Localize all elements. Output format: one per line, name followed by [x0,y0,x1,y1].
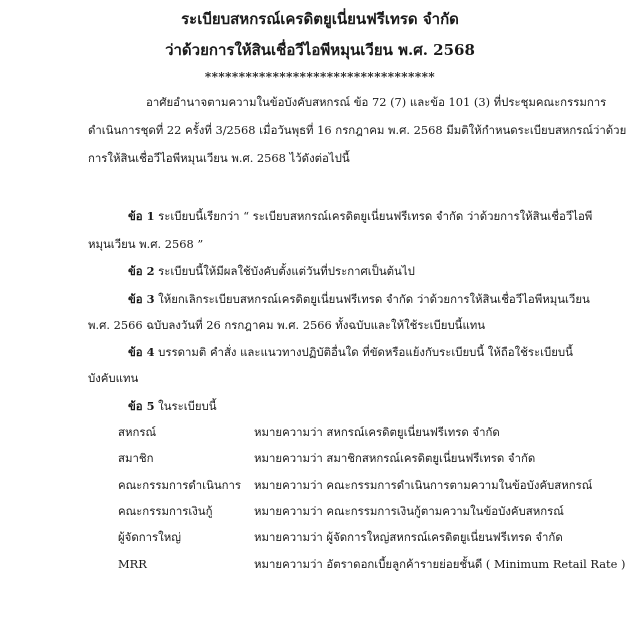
clause-4 [128,344,573,360]
definition-term: สมาชิก [118,451,154,465]
definition-meaning: หมายความว่า ผู้จัดการใหญ่สหกรณ์เครดิตยูเนี่ยนฟรีเทรด จำกัด [254,530,563,544]
clause-4-continuation: บังคับแทน [88,371,139,385]
clause-label: ข้อ 5 [128,399,155,413]
clause-3 [128,291,590,307]
clause-label: ข้อ 4 [128,345,155,359]
preamble-line-1: อาศัยอำนาจตามความในข้อบังคับสหกรณ์ ข้อ 72 (7) และข้อ 101 (3) ที่ประชุมคณะกรรมการ [146,95,607,109]
clause-label: ข้อ 2 [128,264,155,278]
preamble-line-2: ดำเนินการชุดที่ 22 ครั้งที่ 3/2568 เมื่อวันพุธที่ 16 กรกฎาคม พ.ศ. 2568 มีมติให้กำหนดระเบียบสหกรณ์ว่าด้วย [88,123,627,137]
clause-text: ในระเบียบนี้ [158,399,217,413]
definition-term: MRR [118,557,147,571]
document-title-line-2: ว่าด้วยการให้สินเชื่อวีไอพีหมุนเวียน พ.ศ. 2568 [165,41,475,59]
definition-term: คณะกรรมการเงินกู้ [118,504,213,518]
definition-term: ผู้จัดการใหญ่ [118,530,181,544]
preamble-line-3: การให้สินเชื่อวีไอพีหมุนเวียน พ.ศ. 2568 ไว้ดังต่อไปนี้ [88,151,350,165]
clause-text: บรรดามติ คำสั่ง และแนวทางปฏิบัติอื่นใด ที่ขัดหรือแย้งกับระเบียบนี้ ให้ถือใช้ระเบียบนี้ [158,345,573,359]
definition-meaning: หมายความว่า สหกรณ์เครดิตยูเนี่ยนฟรีเทรด จำกัด [254,425,500,439]
clause-3-continuation: พ.ศ. 2566 ฉบับลงวันที่ 26 กรกฎาคม พ.ศ. 2566 ทั้งฉบับและให้ใช้ระเบียบนี้แทน [88,318,486,332]
definition-meaning: หมายความว่า คณะกรรมการดำเนินการตามความในข้อบังคับสหกรณ์ [254,478,593,492]
clause-1-continuation: หมุนเวียน พ.ศ. 2568 ” [88,237,204,251]
definition-term: สหกรณ์ [118,425,157,439]
clause-label: ข้อ 3 [128,292,155,306]
definition-meaning: หมายความว่า อัตราดอกเบี้ยลูกค้ารายย่อยชั้นดี ( Minimum Retail Rate ) [254,557,626,571]
document-title-line-1: ระเบียบสหกรณ์เครดิตยูเนี่ยนฟรีเทรด จำกัด [181,10,459,28]
clause-1 [128,208,592,224]
clause-5 [128,398,217,414]
clause-text: ระเบียบนี้ให้มีผลใช้บังคับตั้งแต่วันที่ประกาศเป็นต้นไป [158,264,415,278]
definition-meaning: หมายความว่า สมาชิกสหกรณ์เครดิตยูเนี่ยนฟรีเทรด จำกัด [254,451,536,465]
definition-term: คณะกรรมการดำเนินการ [118,478,242,492]
clause-label: ข้อ 1 [128,209,155,223]
clause-2 [128,263,415,279]
title-divider: ********************************** [204,70,436,84]
definition-meaning: หมายความว่า คณะกรรมการเงินกู้ตามความในข้อบังคับสหกรณ์ [254,504,564,518]
clause-text: ระเบียบนี้เรียกว่า “ ระเบียบสหกรณ์เครดิตยูเนี่ยนฟรีเทรด จำกัด ว่าด้วยการให้สินเชื่อวีไอพี [158,209,593,223]
clause-text: ให้ยกเลิกระเบียบสหกรณ์เครดิตยูเนี่ยนฟรีเทรด จำกัด ว่าด้วยการให้สินเชื่อวีไอพีหมุนเวียน [158,292,590,306]
